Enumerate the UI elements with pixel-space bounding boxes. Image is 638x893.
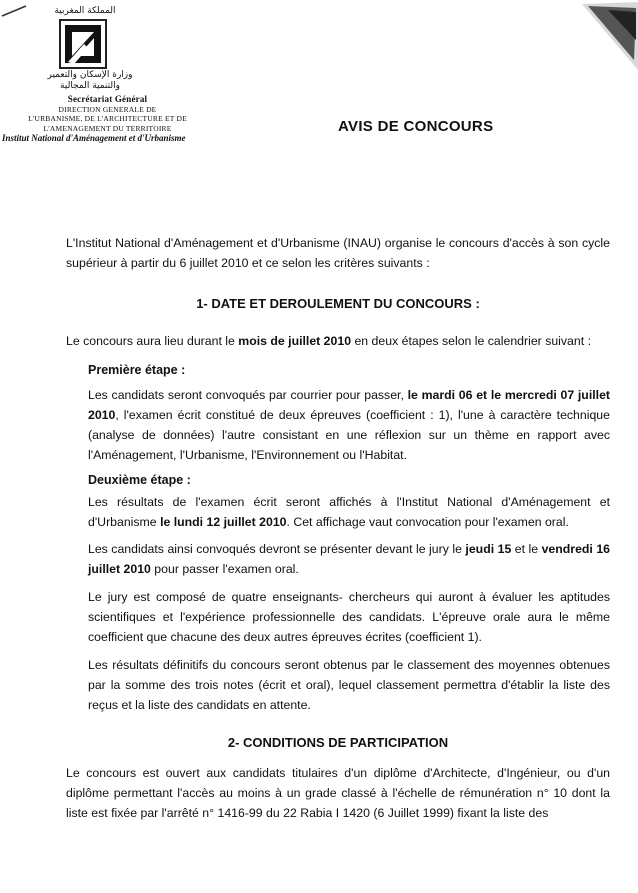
kingdom-arabic: المملكة المغربية: [54, 6, 116, 16]
ministry-arabic: وزارة الإسكان والتعمير والتنمية المجالية: [47, 70, 133, 91]
step-1-paragraph: Les candidats seront convoqués par courrier pour passer, le mardi 06 et le mercredi 07 juillet 2010, l'examen écrit constitué de deux épreuves (coefficient : 1), l'une à caractère technique (analyse de données) l'autre consistant en une réflexion sur un thème en rapport avec l'Aménagement, l'Urbanisme, l'Environnement ou l'Habitat.: [88, 388, 611, 462]
document-body: [66, 233, 610, 823]
institution-header: [0, 6, 215, 143]
scan-artifact: [568, 0, 638, 80]
section-1-paragraph: Le concours aura lieu durant le mois de juillet 2010 en deux étapes selon le calendrier suivant :: [66, 334, 591, 348]
results-paragraph: Les résultats définitifs du concours seront obtenus par le classement des moyennes obtenues par la somme des trois notes (écrit et oral), lequel classement permettra d'établir la liste des reçus et la liste des candidats en attente.: [88, 658, 610, 712]
header-line-3: L'URBANISME, DE L'ARCHITECTURE ET DE: [28, 114, 187, 123]
section-2-heading: 2- CONDITIONS DE PARTICIPATION: [227, 735, 449, 750]
header-line-4: L'AMENAGEMENT DU TERRITOIRE: [43, 123, 172, 133]
document-title: AVIS DE CONCOURS: [338, 118, 494, 135]
institute-name: Institut National d'Aménagement et d'Urbanisme: [2, 133, 186, 143]
section-1-heading: 1- DATE ET DEROULEMENT DU CONCOURS :: [196, 296, 480, 311]
intro-paragraph: L'Institut National d'Aménagement et d'Urbanisme (INAU) organise le concours d'accès à son cycle supérieur à partir du 6 juillet 2010 et ce selon les critères suivants :: [66, 236, 610, 270]
step-1-title: Première étape :: [88, 363, 186, 377]
step-2-paragraph: Les résultats de l'examen écrit seront affichés à l'Institut National d'Aménagement et d'Urbanisme le lundi 12 juillet 2010. Cet affichage vaut convocation pour l'examen oral.: [88, 495, 610, 529]
step-2-title: Deuxième étape :: [88, 473, 191, 487]
header-line-1: Secrétariat Général: [67, 94, 148, 104]
ministry-logo: [58, 18, 108, 70]
jury-paragraph: Le jury est composé de quatre enseignants- chercheurs qui auront à évaluer les aptitudes scientifiques et l'expérience professionnelle des candidats. L'épreuve orale aura le même coefficient que chacune des deux autres épreuves écrites (coefficient 1).: [88, 590, 610, 644]
header-line-2: DIRECTION GENERALE DE: [58, 104, 157, 114]
oral-exam-paragraph: Les candidats ainsi convoqués devront se présenter devant le jury le jeudi 15 et le vendredi 16 juillet 2010 pour passer l'examen oral.: [88, 542, 610, 576]
section-2-paragraph: Le concours est ouvert aux candidats titulaires d'un diplôme d'Architecte, d'Ingénieur, ou d'un diplôme permettant l'accès au moins à un grade classé à l'échelle de rémunération n° 10 dont la liste est fixée par l'arrêté n° 1416-99 du 22 Rabia I 1420 (6 Juillet 1999) fixant la liste des: [66, 766, 610, 820]
